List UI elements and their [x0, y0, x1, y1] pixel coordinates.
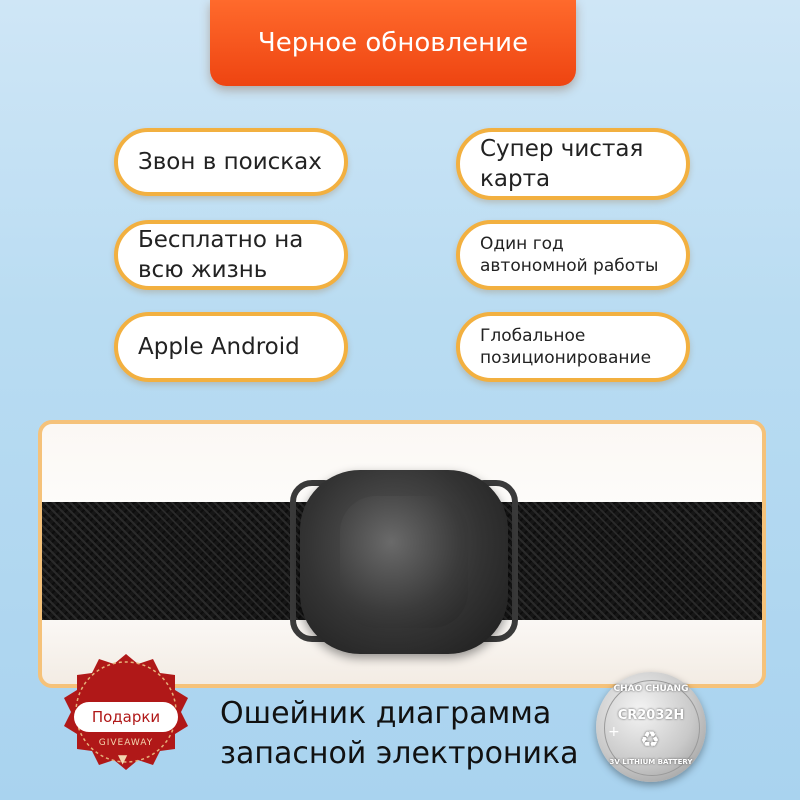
battery-brand: CHAO CHUANG: [613, 684, 689, 694]
feature-label: автономной работы: [480, 256, 659, 276]
battery-type: 3V LITHIUM BATTERY: [609, 758, 693, 766]
top-banner: [210, 0, 576, 86]
tracker-holder-face: [340, 496, 468, 628]
feature-pill-ringing: [114, 128, 348, 196]
feature-label: Супер чистая: [480, 136, 644, 162]
caption-line-1: Ошейник диаграмма: [220, 696, 552, 731]
product-caption: [220, 694, 579, 774]
feature-label: Звон в поисках: [138, 149, 322, 175]
banner-title: Черное обновление: [257, 28, 529, 58]
feature-pill-battery: [456, 220, 690, 290]
feature-label: всю жизнь: [138, 257, 268, 283]
feature-label: Глобальное: [480, 326, 586, 346]
tracker-holder: [300, 470, 508, 654]
badge-label: Подарки: [74, 702, 178, 732]
feature-label: Бесплатно на: [138, 227, 304, 253]
feature-label: Один год: [480, 234, 564, 254]
badge-arrow-icon: ▼: [118, 752, 128, 766]
coin-battery: [596, 672, 706, 782]
feature-label: позиционирование: [480, 348, 652, 368]
feature-pill-platforms: [114, 312, 348, 382]
caption-line-2: запасной электроника: [220, 736, 579, 771]
plus-icon: +: [608, 724, 620, 740]
giveaway-badge: [56, 650, 196, 790]
feature-pill-positioning: [456, 312, 690, 382]
recycle-bin-icon: ♻: [640, 728, 660, 753]
feature-pill-map: [456, 128, 690, 200]
badge-subtitle: GIVEAWAY: [98, 738, 154, 748]
feature-label: карта: [480, 166, 551, 192]
feature-label: Apple Android: [138, 334, 300, 360]
battery-model: CR2032H: [617, 708, 685, 723]
collar-strap-left: [42, 502, 332, 620]
feature-pill-free: [114, 220, 348, 290]
product-photo: [38, 420, 766, 688]
